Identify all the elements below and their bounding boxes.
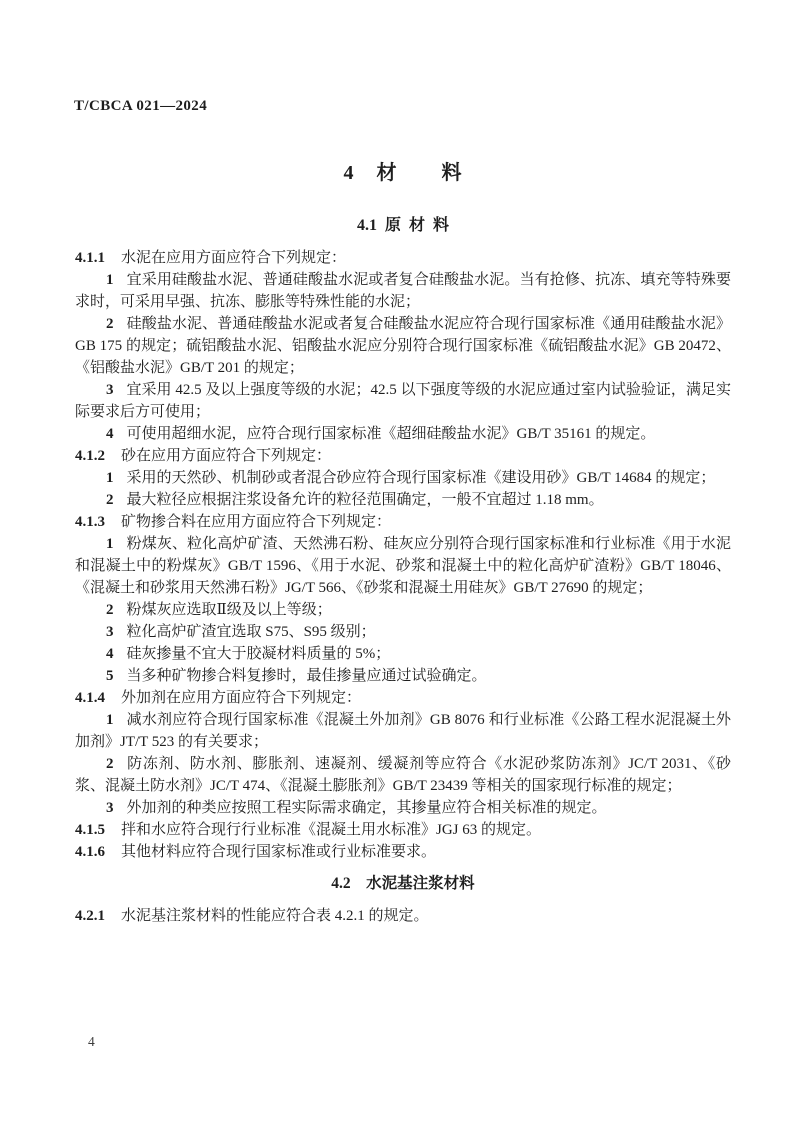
paragraph [75,665,731,687]
page-number: 4 [88,1034,95,1049]
paragraph-text: 水泥基注浆材料的性能应符合表 4.2.1 的规定。 [121,908,429,924]
paragraph [75,905,731,927]
paragraph [75,489,731,511]
paragraph [75,797,731,819]
paragraph-text: 宜采用硅酸盐水泥、普通硅酸盐水泥或者复合硅酸盐水泥。当有抢修、抗冻、填充等特殊要求时，可采用早强、抗冻、膨胀等特殊性能的水泥； [75,272,731,310]
chapter-title: 4 材 料 [343,162,463,184]
clause-number: 4.1.4 [75,690,105,706]
section [75,214,731,863]
paragraph [75,753,731,797]
section-heading: 4.1 原 材 料 [356,217,449,234]
standard-number: T/CBCA 021—2024 [74,98,208,114]
paragraph [75,599,731,621]
paragraph [75,621,731,643]
paragraph [75,841,731,863]
clause-list [75,905,731,927]
clause-number: 2 [106,316,114,332]
clause-number: 1 [106,536,114,552]
clause-number: 4 [106,426,114,442]
paragraph [75,533,731,599]
section-heading: 4.2 水泥基注浆材料 [331,875,475,892]
clause-number: 2 [106,602,114,618]
paragraph-text: 硅灰掺量不宜大于胶凝材料质量的 5%； [126,646,391,662]
paragraph-text: 矿物掺合料在应用方面应符合下列规定： [121,514,392,530]
paragraph-text: 防冻剂、防水剂、膨胀剂、速凝剂、缓凝剂等应符合《水泥砂浆防冻剂》JC/T 2031、《砂浆、混凝土防水剂》JC/T 474、《混凝土膨胀剂》GB/T 23439 等相关的国家现行标准的规定； [75,756,731,794]
paragraph-text: 宜采用 42.5 及以上强度等级的水泥；42.5 以下强度等级的水泥应通过室内试验验证，满足实际要求后方可使用； [75,382,731,420]
paragraph [75,269,731,313]
paragraph-text: 当多种矿物掺合料复掺时，最佳掺量应通过试验确定。 [126,668,487,684]
clause-number: 4.2.1 [75,908,105,924]
paragraph-text: 硅酸盐水泥、普通硅酸盐水泥或者复合硅酸盐水泥应符合现行国家标准《通用硅酸盐水泥》GB 175 的规定；硫铝酸盐水泥、铝酸盐水泥应分别符合现行国家标准《硫铝酸盐水泥》GB 20472、《铝酸盐水泥》GB/T 201 的规定； [75,316,731,376]
paragraph [75,687,731,709]
clause-number: 1 [106,272,114,288]
clause-number: 4.1.5 [75,822,105,838]
paragraph [75,313,731,379]
clause-number: 4.1.2 [75,448,105,464]
paragraph-text: 粉煤灰应选取Ⅱ级及以上等级； [126,602,332,618]
paragraph-text: 粉煤灰、粒化高炉矿渣、天然沸石粉、硅灰应分别符合现行国家标准和行业标准《用于水泥和混凝土中的粉煤灰》GB/T 1596、《用于水泥、砂浆和混凝土中的粒化高炉矿渣粉》GB/T 18046、《混凝土和砂浆用天然沸石粉》JG/T 566、《砂浆和混凝土用硅灰》GB/T 27690 的规定； [75,536,731,596]
paragraph-text: 外加剂在应用方面应符合下列规定： [121,690,362,706]
paragraph-text: 砂在应用方面应符合下列规定： [121,448,332,464]
clause-number: 1 [106,712,114,728]
clause-number: 4.1.6 [75,844,105,860]
clause-number: 3 [106,382,114,398]
paragraph-text: 减水剂应符合现行国家标准《混凝土外加剂》GB 8076 和行业标准《公路工程水泥混凝土外加剂》JT/T 523 的有关要求； [75,712,731,750]
paragraph-text: 采用的天然砂、机制砂或者混合砂应符合现行国家标准《建设用砂》GB/T 14684 的规定； [126,470,716,486]
clause-number: 2 [106,756,114,772]
clause-list [75,247,731,863]
clause-number: 4.1.3 [75,514,105,530]
clause-number: 3 [106,624,114,640]
paragraph [75,511,731,533]
page-content [75,150,731,927]
paragraph-text: 水泥在应用方面应符合下列规定： [121,250,347,266]
clause-number: 5 [106,668,114,684]
paragraph [75,709,731,753]
paragraph-text: 外加剂的种类应按照工程实际需求确定，其掺量应符合相关标准的规定。 [126,800,607,816]
clause-number: 4.1.1 [75,250,105,266]
paragraph-text: 可使用超细水泥，应符合现行国家标准《超细硅酸盐水泥》GB/T 35161 的规定。 [126,426,656,442]
paragraph-text: 拌和水应符合现行行业标准《混凝土用水标准》JGJ 63 的规定。 [121,822,542,838]
paragraph [75,379,731,423]
clause-number: 1 [106,470,114,486]
paragraph-text: 最大粒径应根据注浆设备允许的粒径范围确定，一般不宜超过 1.18 mm。 [126,492,604,508]
paragraph [75,467,731,489]
paragraph [75,819,731,841]
clause-number: 2 [106,492,114,508]
paragraph [75,247,731,269]
paragraph [75,643,731,665]
paragraph [75,445,731,467]
paragraph-text: 粒化高炉矿渣宜选取 S75、S95 级别； [126,624,376,640]
section [75,872,731,927]
paragraph-text: 其他材料应符合现行国家标准或行业标准要求。 [121,844,437,860]
paragraph [75,423,731,445]
clause-number: 3 [106,800,114,816]
section-list [75,214,731,927]
clause-number: 4 [106,646,114,662]
